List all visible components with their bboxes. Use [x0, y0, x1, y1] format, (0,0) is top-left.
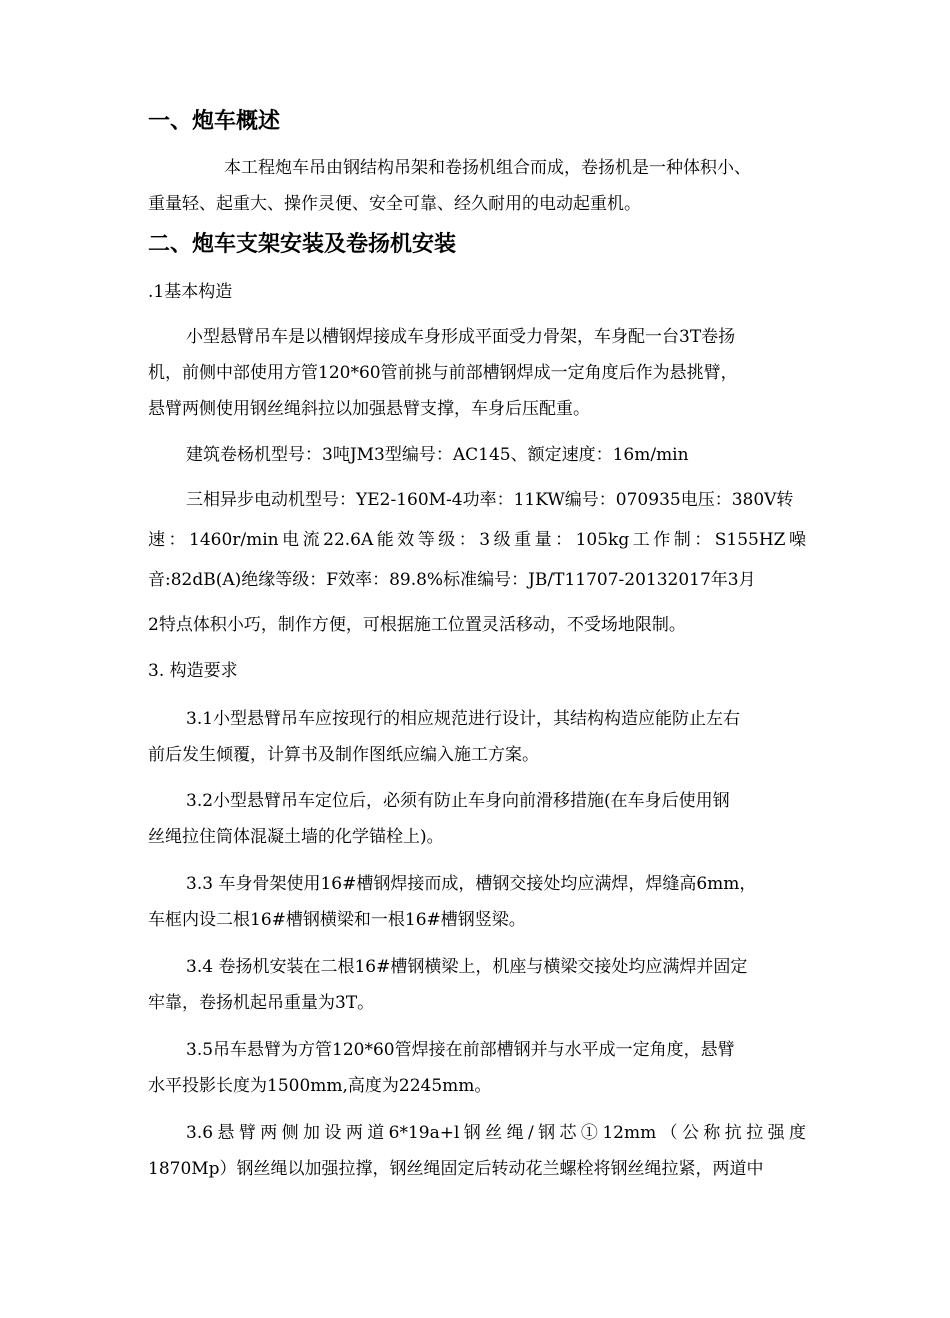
requirement-3-4-line-1: 3.4 卷扬机安装在二根16#槽钢横梁上，机座与横梁交接处均应满焊并固定 [186, 957, 748, 977]
requirement-3-5-line-2: 水平投影长度为1500mm,高度为2245mm。 [148, 1076, 492, 1096]
structure-paragraph-line-2: 机，前侧中部使用方管120*60管前挑与前部槽钢焊成一定角度后作为悬挑臂， [148, 363, 738, 383]
section-2-heading: 二、炮车支架安装及卷扬机安装 [148, 232, 457, 257]
motor-spec-line-1: 三相异步电动机型号：YE2-160M-4功率：11KW编号：070935电压：380V转 [186, 490, 794, 510]
requirement-3-1-line-1: 3.1小型悬臂吊车应按现行的相应规范进行设计，其结构构造应能防止左右 [186, 709, 741, 729]
requirement-3-4-line-2: 牢靠，卷扬机起吊重量为3T。 [148, 993, 375, 1013]
section-1-heading: 一、炮车概述 [148, 109, 281, 134]
requirement-3-2-line-2: 丝绳拉住筒体混凝土墙的化学锚栓上)。 [148, 827, 444, 847]
structure-paragraph-line-1: 小型悬臂吊车是以槽钢焊接成车身形成平面受力骨架，车身配一台3T卷扬 [186, 327, 736, 347]
motor-spec-line-2: 速：1460r/min电流22.6A能效等级：3级重量：105kg工作制：S155HZ噪 [148, 530, 806, 550]
motor-spec-line-3: 音:82dB(A)绝缘等级：F效率：89.8%标准编号：JB/T11707-20132017年3月 [148, 570, 756, 590]
section-1-paragraph-line-1: 本工程炮车吊由钢结构吊架和卷扬机组合而成，卷扬机是一种体积小、 [224, 158, 751, 178]
subsection-basic-structure: .1基本构造 [148, 282, 233, 302]
features-line: 2特点体积小巧，制作方便，可根据施工位置灵活移动，不受场地限制。 [148, 615, 686, 635]
requirement-3-3-line-2: 车框内设二根16#槽钢横梁和一根16#槽钢竖梁。 [148, 910, 526, 930]
subsection-construction-requirements: 3. 构造要求 [148, 661, 238, 681]
structure-paragraph-line-3: 悬臂两侧使用钢丝绳斜拉以加强悬臂支撑，车身后压配重。 [148, 399, 590, 419]
requirement-3-2-line-1: 3.2小型悬臂吊车定位后，必须有防止车身向前滑移措施(在车身后使用钢 [186, 791, 730, 811]
requirement-3-6-line-1: 3.6悬臂两侧加设两道6*19a+l钢丝绳/钢芯①12mm（公称抗拉强度 [186, 1123, 806, 1143]
requirement-3-3-line-1: 3.3 车身骨架使用16#槽钢焊接而成，槽钢交接处均应满焊，焊缝高6mm， [186, 874, 757, 894]
section-1-paragraph-line-2: 重量轻、起重大、操作灵便、安全可靠、经久耐用的电动起重机。 [148, 194, 641, 214]
winch-model-line: 建筑卷杨机型号：3吨JM3型编号：AC145、额定速度：16m/min [186, 445, 689, 465]
requirement-3-1-line-2: 前后发生倾覆，计算书及制作图纸应编入施工方案。 [148, 745, 539, 765]
requirement-3-5-line-1: 3.5吊车悬臂为方管120*60管焊接在前部槽钢并与水平成一定角度，悬臂 [186, 1040, 735, 1060]
requirement-3-6-line-2: 1870Mp）钢丝绳以加强拉撑，钢丝绳固定后转动花兰螺栓将钢丝绳拉紧，两道中 [148, 1159, 764, 1179]
